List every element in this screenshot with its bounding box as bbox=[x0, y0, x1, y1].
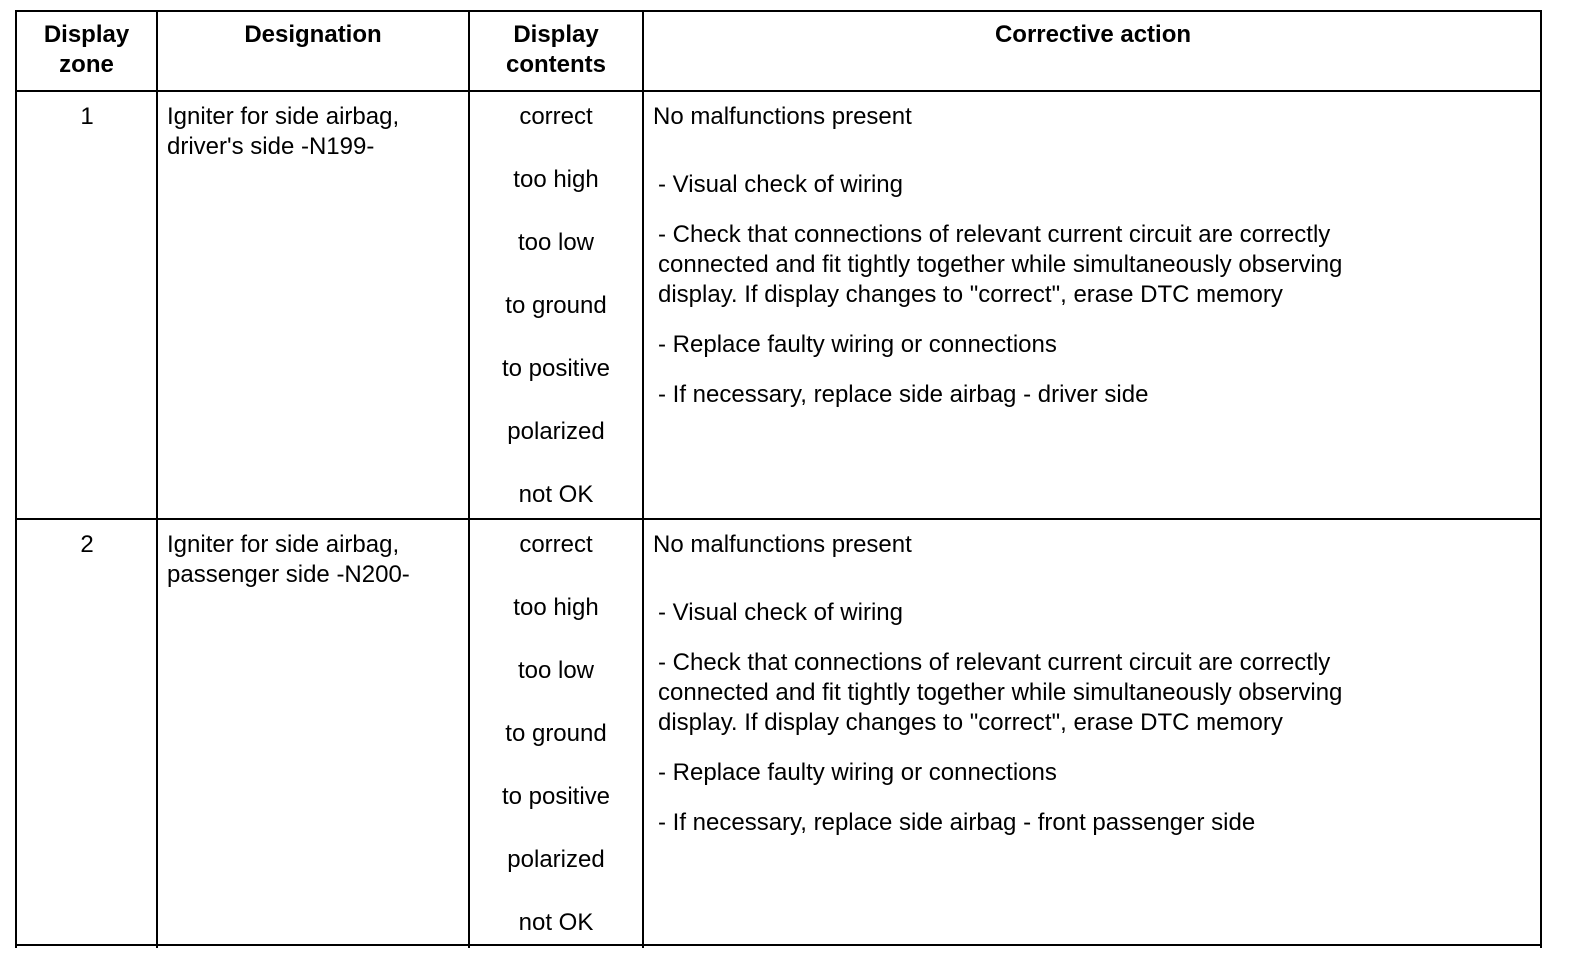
table-bottom-border bbox=[15, 944, 1542, 946]
row1-action-visual-check: - Visual check of wiring bbox=[658, 171, 903, 198]
column-divider bbox=[642, 12, 644, 948]
row1-action-no-malfunctions: No malfunctions present bbox=[653, 103, 912, 130]
header-corrective-action: Corrective action bbox=[994, 21, 1192, 48]
row2-contents-too-high: too high bbox=[513, 594, 599, 621]
row2-zone: 2 bbox=[80, 531, 94, 558]
row2-designation: Igniter for side airbag, passenger side -N200- bbox=[167, 531, 410, 588]
row2-contents-to-ground: to ground bbox=[505, 720, 607, 747]
row1-contents-too-low: too low bbox=[517, 229, 595, 256]
row2-contents-not-ok: not OK bbox=[518, 909, 594, 936]
row1-action-replace-airbag: - If necessary, replace side airbag - driver side bbox=[658, 381, 1149, 408]
row1-action-check-connections: - Check that connections of relevant current circuit are correctly connected and fit tightly together while simultaneously observing display. If display changes to "correct", erase DTC memory bbox=[658, 221, 1343, 308]
row2-contents-too-low: too low bbox=[517, 657, 595, 684]
row1-designation: Igniter for side airbag, driver's side -N199- bbox=[167, 103, 400, 160]
header-divider bbox=[17, 90, 1540, 92]
row2-contents-to-positive: to positive bbox=[501, 783, 611, 810]
header-display-zone: Display zone bbox=[43, 21, 130, 78]
row1-contents-polarized: polarized bbox=[507, 418, 605, 445]
header-designation: Designation bbox=[244, 21, 382, 48]
row1-contents-not-ok: not OK bbox=[518, 481, 594, 508]
header-display-contents: Display contents bbox=[505, 21, 606, 78]
column-divider bbox=[156, 12, 158, 948]
row1-zone: 1 bbox=[80, 103, 94, 130]
row2-action-replace-wiring: - Replace faulty wiring or connections bbox=[658, 759, 1057, 786]
row2-action-replace-airbag: - If necessary, replace side airbag - front passenger side bbox=[658, 809, 1256, 836]
row1-action-replace-wiring: - Replace faulty wiring or connections bbox=[658, 331, 1057, 358]
row1-contents-to-ground: to ground bbox=[505, 292, 607, 319]
row1-contents-correct: correct bbox=[519, 103, 593, 130]
row2-contents-polarized: polarized bbox=[507, 846, 605, 873]
row1-contents-too-high: too high bbox=[513, 166, 599, 193]
row-divider bbox=[17, 518, 1540, 520]
diagnostic-table bbox=[15, 10, 1542, 948]
row2-action-visual-check: - Visual check of wiring bbox=[658, 599, 903, 626]
row2-action-check-connections: - Check that connections of relevant current circuit are correctly connected and fit tightly together while simultaneously observing display. If display changes to "correct", erase DTC memory bbox=[658, 649, 1343, 736]
row2-action-no-malfunctions: No malfunctions present bbox=[653, 531, 912, 558]
row1-contents-to-positive: to positive bbox=[501, 355, 611, 382]
row2-contents-correct: correct bbox=[519, 531, 593, 558]
